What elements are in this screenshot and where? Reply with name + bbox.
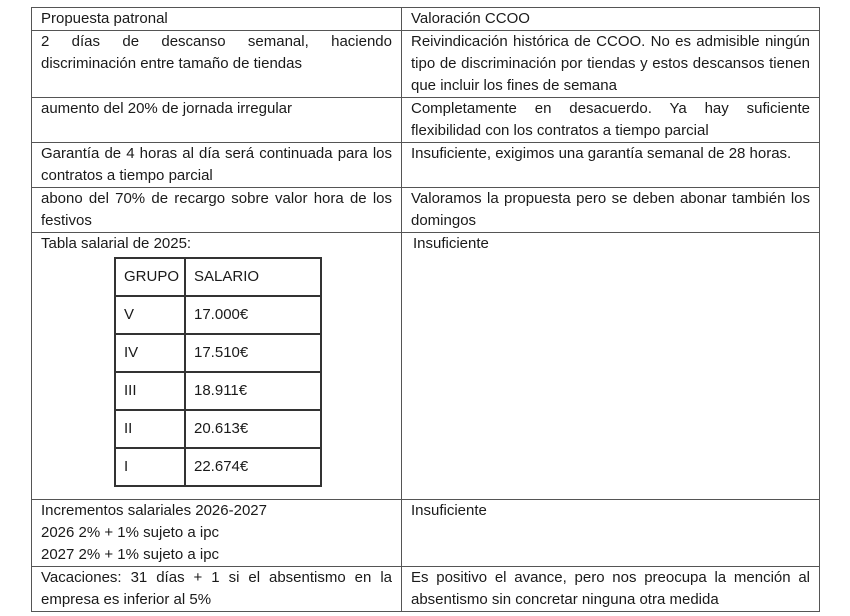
assessment-text: Valoramos la propuesta pero se deben abonar también los domingos: [411, 190, 810, 229]
salary-amount: 18.911€: [185, 372, 321, 410]
table-row: [32, 567, 820, 612]
salary-group: I: [115, 448, 185, 486]
salary-table: [114, 257, 322, 487]
salary-header-salary: SALARIO: [185, 258, 321, 296]
table-header-row: [32, 8, 820, 31]
salary-table-row: [115, 372, 321, 410]
header-assessment-text: Valoración CCOO: [411, 10, 530, 27]
assessment-text: Completamente en desacuerdo. Ya hay suficiente flexibilidad con los contratos a tiempo parcial: [411, 100, 810, 139]
assessment-cell: [402, 143, 820, 188]
assessment-cell: [402, 233, 820, 500]
table-row: [32, 31, 820, 98]
header-proposal: [32, 8, 402, 31]
table-row: [32, 98, 820, 143]
assessment-cell: [402, 188, 820, 233]
assessment-text: Insuficiente: [413, 235, 489, 252]
proposal-line: 2027 2% + 1% sujeto a ipc: [41, 546, 220, 563]
proposal-cell: [32, 98, 402, 143]
assessment-text: Insuficiente, exigimos una garantía semanal de 28 horas.: [411, 145, 792, 162]
proposal-cell: [32, 143, 402, 188]
salary-group: III: [115, 372, 185, 410]
proposal-line: 2026 2% + 1% sujeto a ipc: [41, 524, 220, 541]
table-row: [32, 188, 820, 233]
table-row: [32, 143, 820, 188]
proposal-cell: [32, 188, 402, 233]
comparison-table: [31, 7, 820, 612]
header-proposal-text: Propuesta patronal: [41, 10, 168, 27]
table-row: [32, 233, 820, 500]
salary-amount: 20.613€: [185, 410, 321, 448]
header-assessment: [402, 8, 820, 31]
assessment-text: Es positivo el avance, pero nos preocupa la mención al absentismo sin concretar ninguna otra medida: [411, 569, 810, 608]
proposal-line: Incrementos salariales 2026-2027: [41, 502, 267, 519]
salary-amount: 17.510€: [185, 334, 321, 372]
proposal-cell: [32, 233, 402, 500]
salary-amount: 22.674€: [185, 448, 321, 486]
salary-table-header-row: [115, 258, 321, 296]
proposal-cell: [32, 500, 402, 567]
proposal-text: Vacaciones: 31 días + 1 si el absentismo en la empresa es inferior al 5%: [41, 569, 392, 608]
salary-group: IV: [115, 334, 185, 372]
salary-table-row: [115, 410, 321, 448]
assessment-cell: [402, 567, 820, 612]
assessment-cell: [402, 500, 820, 567]
proposal-cell: [32, 31, 402, 98]
proposal-text: 2 días de descanso semanal, haciendo discriminación entre tamaño de tiendas: [41, 33, 392, 72]
table-row: [32, 500, 820, 567]
assessment-cell: [402, 31, 820, 98]
proposal-cell: [32, 567, 402, 612]
assessment-text: Reivindicación histórica de CCOO. No es admisible ningún tipo de discriminación por tiendas y estos descansos tienen que incluir los fines de semana: [411, 33, 810, 94]
salary-group: V: [115, 296, 185, 334]
assessment-text: Insuficiente: [411, 502, 487, 519]
salary-table-row: [115, 334, 321, 372]
proposal-text: aumento del 20% de jornada irregular: [41, 100, 292, 117]
salary-header-group: GRUPO: [115, 258, 185, 296]
salary-group: II: [115, 410, 185, 448]
salary-table-row: [115, 448, 321, 486]
salary-amount: 17.000€: [185, 296, 321, 334]
assessment-cell: [402, 98, 820, 143]
salary-table-row: [115, 296, 321, 334]
proposal-text: abono del 70% de recargo sobre valor hora de los festivos: [41, 190, 392, 229]
salary-table-caption: Tabla salarial de 2025:: [41, 235, 192, 252]
proposal-text: Garantía de 4 horas al día será continuada para los contratos a tiempo parcial: [41, 145, 392, 184]
